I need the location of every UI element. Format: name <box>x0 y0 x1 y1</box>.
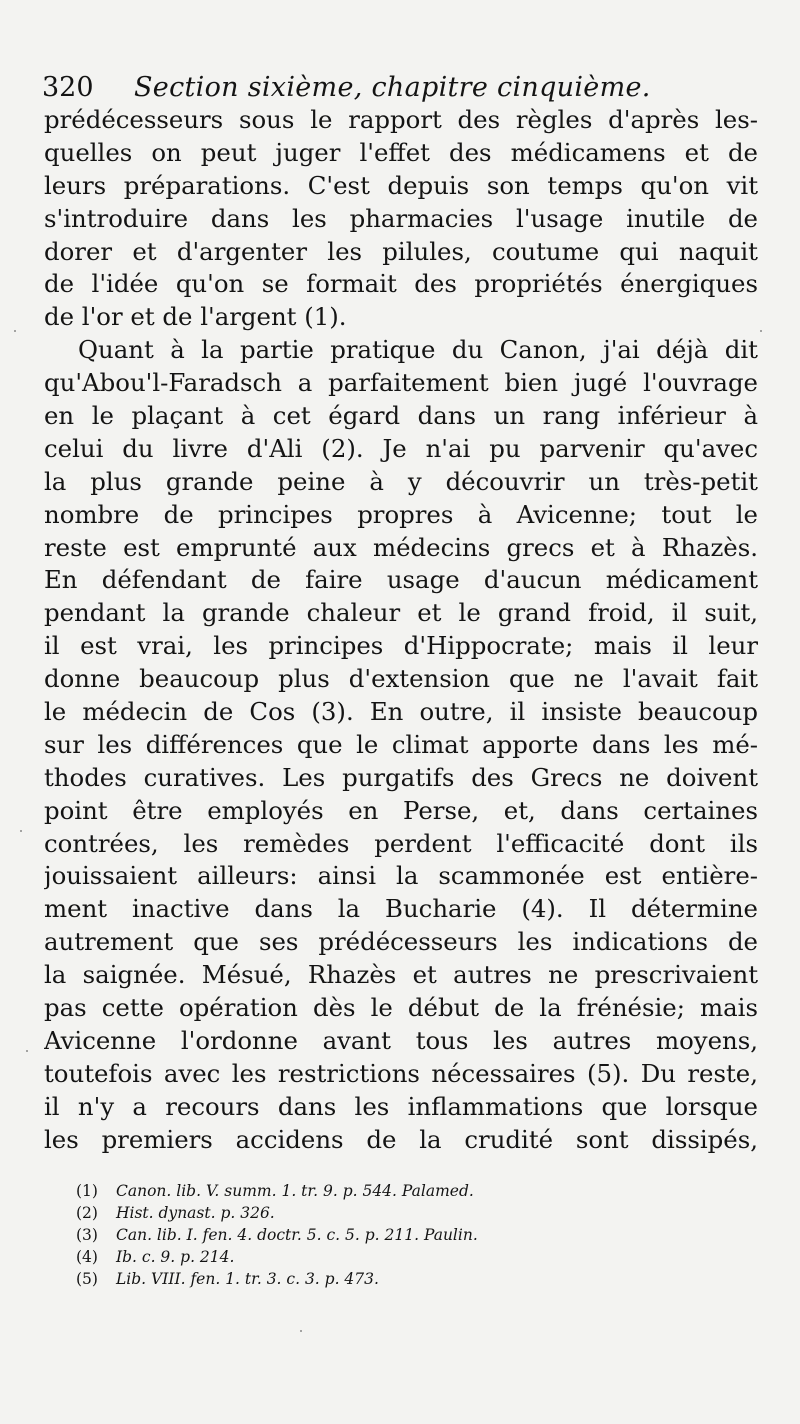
footnotes <box>76 1180 666 1290</box>
text-line: leurs préparations. C'est depuis son temps qu'on vit <box>44 170 758 200</box>
body-text <box>44 104 758 1157</box>
text-line: les premiers accidens de la crudité sont dissipés, <box>44 1124 758 1154</box>
paper-speck <box>20 830 22 832</box>
text-line: Quant à la partie pratique du Canon, j'ai déjà dit <box>78 335 758 365</box>
text-line: thodes curatives. Les purgatifs des Grecs ne doivent <box>44 762 758 792</box>
text-line: point être employés en Perse, et, dans certaines <box>44 795 758 825</box>
text-line: en le plaçant à cet égard dans un rang inférieur à <box>44 401 758 431</box>
text-line: quelles on peut juger l'effet des médicamens et de <box>44 137 758 167</box>
text-line: il est vrai, les principes d'Hippocrate; mais il leur <box>44 631 758 661</box>
footnote-marker: (3) <box>76 1226 98 1244</box>
footnote-marker: (5) <box>76 1270 98 1288</box>
text-line: reste est emprunté aux médecins grecs et à Rhazès. <box>44 532 758 562</box>
text-line: dorer et d'argenter les pilules, coutume qui naquit <box>44 236 758 266</box>
footnote-marker: (4) <box>76 1248 98 1266</box>
footnote <box>76 1202 666 1224</box>
text-line: la saignée. Mésué, Rhazès et autres ne prescrivaient <box>44 960 758 990</box>
footnote-text: Can. lib. I. fen. 4. doctr. 5. c. 5. p. 211. Paulin. <box>116 1226 478 1244</box>
footnote <box>76 1268 666 1290</box>
paper-speck <box>14 330 16 332</box>
paper-speck <box>760 330 762 332</box>
footnote <box>76 1224 666 1246</box>
text-line: il n'y a recours dans les inflammations que lorsque <box>44 1091 758 1121</box>
paper-speck <box>26 1050 28 1052</box>
text-line: prédécesseurs sous le rapport des règles d'après les- <box>44 105 758 134</box>
running-title: Section sixième, chapitre cinquième. <box>134 72 651 103</box>
text-line: la plus grande peine à y découvrir un très-petit <box>44 466 758 496</box>
text-line: contrées, les remèdes perdent l'efficacité dont ils <box>44 828 758 858</box>
text-line: de l'or et de l'argent (1). <box>44 302 347 332</box>
text-line: pendant la grande chaleur et le grand froid, il suit, <box>44 598 758 628</box>
text-line: ment inactive dans la Bucharie (4). Il détermine <box>44 894 758 924</box>
text-line: Avicenne l'ordonne avant tous les autres moyens, <box>44 1025 758 1055</box>
page-number: 320 <box>42 72 94 103</box>
text-line: celui du livre d'Ali (2). Je n'ai pu parvenir qu'avec <box>44 433 758 463</box>
footnote-text: Canon. lib. V. summ. 1. tr. 9. p. 544. Palamed. <box>116 1182 474 1200</box>
text-line: de l'idée qu'on se formait des propriétés énergiques <box>44 269 758 299</box>
text-line: jouissaient ailleurs: ainsi la scammonée est entière- <box>44 861 758 891</box>
footnote-marker: (1) <box>76 1182 98 1200</box>
text-line: En défendant de faire usage d'aucun médicament <box>44 565 758 595</box>
paper-speck <box>300 1330 302 1332</box>
text-line: sur les différences que le climat apporte dans les mé- <box>44 729 758 759</box>
footnote-marker: (2) <box>76 1204 98 1222</box>
text-line: toutefois avec les restrictions nécessaires (5). Du reste, <box>44 1058 758 1088</box>
footnote <box>76 1180 666 1202</box>
footnote-text: Ib. c. 9. p. 214. <box>116 1248 235 1266</box>
text-line: s'introduire dans les pharmacies l'usage inutile de <box>44 203 758 233</box>
text-line: pas cette opération dès le début de la frénésie; mais <box>44 993 758 1023</box>
text-line: donne beaucoup plus d'extension que ne l'avait fait <box>44 664 758 694</box>
page-header <box>42 68 762 108</box>
footnote-text: Hist. dynast. p. 326. <box>116 1204 275 1222</box>
footnote-text: Lib. VIII. fen. 1. tr. 3. c. 3. p. 473. <box>116 1270 379 1288</box>
footnote <box>76 1246 666 1268</box>
text-line: nombre de principes propres à Avicenne; tout le <box>44 499 758 529</box>
text-line: qu'Abou'l-Faradsch a parfaitement bien jugé l'ouvrage <box>44 368 758 398</box>
text-line: autrement que ses prédécesseurs les indications de <box>44 927 758 957</box>
text-line: le médecin de Cos (3). En outre, il insiste beaucoup <box>44 697 758 727</box>
